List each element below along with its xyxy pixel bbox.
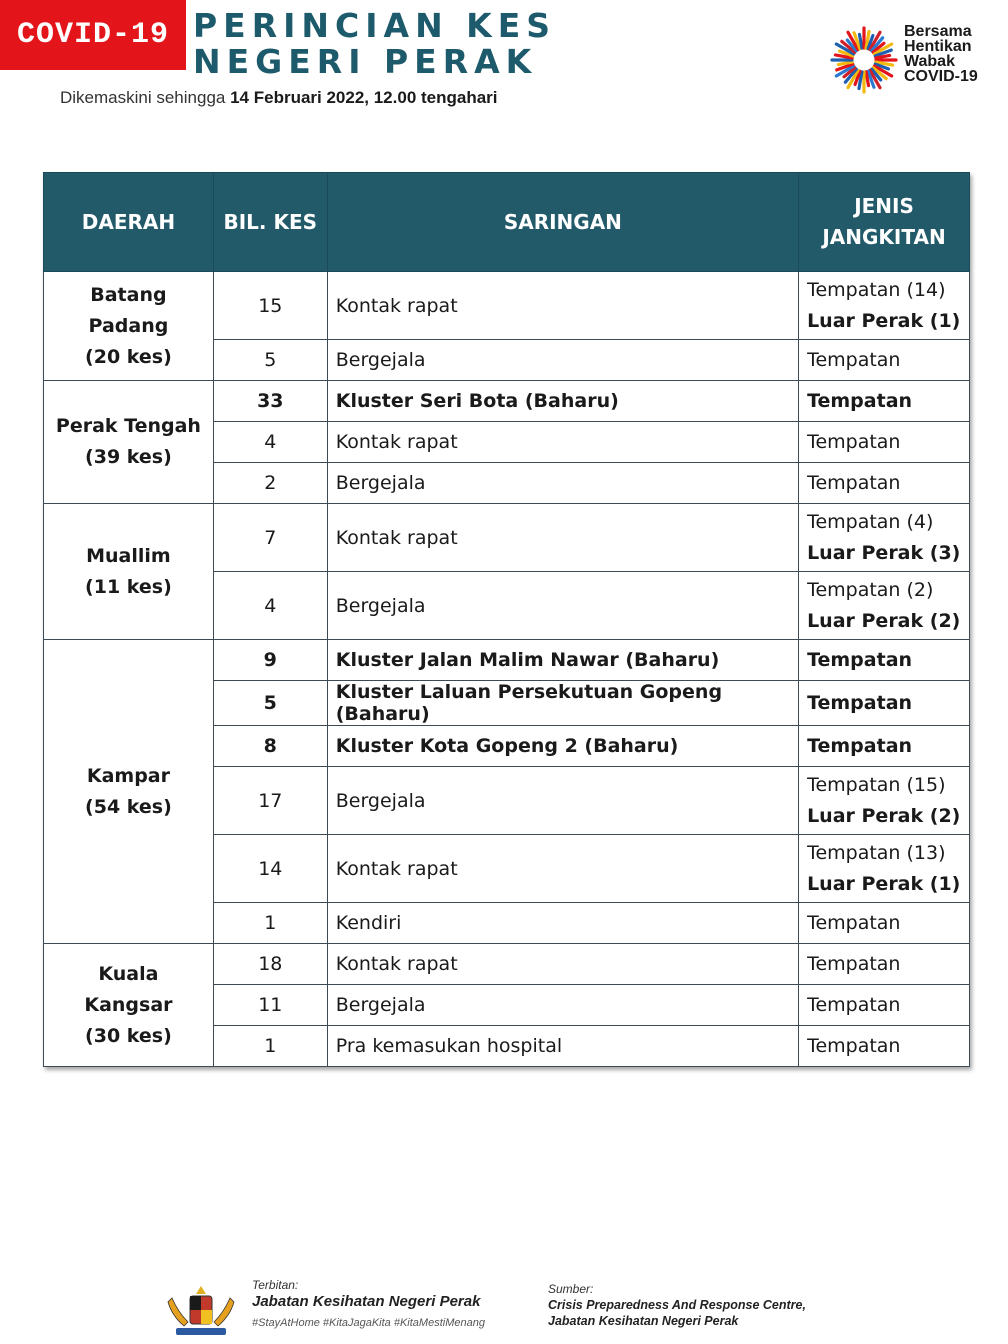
infection-type-cell [799, 340, 970, 381]
table-body [44, 272, 970, 1067]
screening-cell: Kontak rapat [327, 422, 798, 463]
infection-type-line: Tempatan [807, 952, 901, 975]
screening-cell: Bergejala [327, 767, 798, 835]
infection-type-line: Tempatan [807, 691, 913, 714]
infection-type-cell [799, 944, 970, 985]
updated-date: 14 Februari 2022, 12.00 tengahari [230, 88, 498, 107]
screening-cell: Kluster Seri Bota (Baharu) [327, 381, 798, 422]
infection-type-line: Tempatan [807, 471, 901, 494]
screening-cell: Kendiri [327, 903, 798, 944]
district-name: Muallim [86, 544, 171, 567]
screening-cell: Kontak rapat [327, 944, 798, 985]
case-count-cell: 1 [213, 903, 327, 944]
screening-cell: Kontak rapat [327, 504, 798, 572]
source-line-1: Crisis Preparedness And Response Centre, [548, 1298, 806, 1312]
infection-type-cell [799, 985, 970, 1026]
district-total: (20 kes) [85, 345, 172, 368]
district-total: (30 kes) [85, 1024, 172, 1047]
infection-type-line: Tempatan (4) [807, 510, 934, 533]
case-table [43, 172, 970, 1067]
screening-cell: Kontak rapat [327, 835, 798, 903]
case-count-cell: 5 [213, 340, 327, 381]
infection-type-cell [799, 835, 970, 903]
source-line-2: Jabatan Kesihatan Negeri Perak [548, 1314, 739, 1328]
district-name: Kampar [86, 764, 170, 787]
infection-type-line: Tempatan [807, 648, 913, 671]
infection-type-cell [799, 422, 970, 463]
district-total: (11 kes) [85, 575, 172, 598]
infection-type-cell [799, 681, 970, 726]
title-line-1: PERINCIAN KES [193, 6, 557, 45]
screening-cell: Kluster Laluan Persekutuan Gopeng (Baharu) [327, 681, 798, 726]
case-count-cell: 14 [213, 835, 327, 903]
screening-cell: Kluster Kota Gopeng 2 (Baharu) [327, 726, 798, 767]
infection-type-cell [799, 381, 970, 422]
infection-type-line: Tempatan [807, 734, 913, 757]
infection-type-line: Tempatan [807, 430, 901, 453]
infection-type-line: Tempatan [807, 993, 901, 1016]
infection-type-cell [799, 1026, 970, 1067]
infection-type-cell [799, 504, 970, 572]
case-count-cell: 17 [213, 767, 327, 835]
table-row [44, 272, 970, 340]
covid-badge: COVID-19 [0, 0, 186, 70]
infection-type-line: Luar Perak (3) [807, 541, 961, 564]
campaign-logo [828, 20, 998, 100]
table-row [44, 381, 970, 422]
infection-type-line: Tempatan (2) [807, 578, 934, 601]
screening-cell: Bergejala [327, 985, 798, 1026]
sunburst-icon [828, 20, 900, 100]
infection-type-line: Tempatan [807, 911, 901, 934]
district-cell [44, 640, 214, 944]
table-header-row [44, 173, 970, 272]
district-name: Batang Padang [88, 283, 169, 337]
district-name: Kuala Kangsar [84, 962, 173, 1016]
infection-type-cell [799, 463, 970, 504]
updated-prefix: Dikemaskini sehingga [60, 88, 231, 107]
district-cell [44, 381, 214, 504]
infection-type-cell [799, 726, 970, 767]
case-count-cell: 1 [213, 1026, 327, 1067]
footer [0, 1276, 1008, 1344]
col-daerah: DAERAH [44, 173, 214, 272]
publisher-name: Jabatan Kesihatan Negeri Perak [252, 1293, 481, 1310]
infection-type-line: Tempatan [807, 348, 901, 371]
infection-type-cell [799, 272, 970, 340]
screening-cell: Bergejala [327, 572, 798, 640]
infection-type-line: Tempatan [807, 389, 913, 412]
logo-line-4: COVID-19 [904, 68, 978, 85]
case-count-cell: 5 [213, 681, 327, 726]
case-count-cell: 9 [213, 640, 327, 681]
infection-type-cell [799, 903, 970, 944]
logo-line-3: Wabak [904, 53, 955, 70]
infection-type-line: Luar Perak (2) [807, 609, 961, 632]
updated-timestamp [60, 88, 498, 108]
col-jenis-jangkitan: JENIS JANGKITAN [799, 173, 970, 272]
screening-cell: Kluster Jalan Malim Nawar (Baharu) [327, 640, 798, 681]
district-total: (39 kes) [85, 446, 172, 468]
district-cell [44, 504, 214, 640]
publisher-label: Terbitan: [252, 1278, 299, 1292]
crest-icon [162, 1282, 240, 1340]
case-count-cell: 4 [213, 572, 327, 640]
case-count-cell: 2 [213, 463, 327, 504]
col-bil-kes: BIL. KES [213, 173, 327, 272]
infection-type-line: Tempatan (15) [807, 773, 946, 796]
infection-type-line: Luar Perak (2) [807, 804, 961, 827]
logo-text [904, 24, 978, 84]
logo-line-2: Hentikan [904, 38, 972, 55]
page-title [193, 8, 556, 80]
district-cell [44, 944, 214, 1067]
case-count-cell: 33 [213, 381, 327, 422]
infection-type-line: Luar Perak (1) [807, 872, 961, 895]
col-saringan: SARINGAN [327, 173, 798, 272]
district-name: Perak Tengah [55, 415, 201, 437]
infection-type-line: Tempatan (13) [807, 841, 946, 864]
infection-type-cell [799, 640, 970, 681]
table-row [44, 944, 970, 985]
case-count-cell: 11 [213, 985, 327, 1026]
case-count-cell: 4 [213, 422, 327, 463]
infection-type-line: Tempatan [807, 1034, 901, 1057]
logo-line-1: Bersama [904, 23, 972, 40]
screening-cell: Bergejala [327, 463, 798, 504]
case-count-cell: 7 [213, 504, 327, 572]
infection-type-line: Tempatan (14) [807, 278, 946, 301]
source-label: Sumber: [548, 1282, 594, 1296]
case-count-cell: 15 [213, 272, 327, 340]
screening-cell: Pra kemasukan hospital [327, 1026, 798, 1067]
case-count-cell: 18 [213, 944, 327, 985]
title-line-2: NEGERI PERAK [193, 42, 538, 81]
case-count-cell: 8 [213, 726, 327, 767]
infection-type-cell [799, 767, 970, 835]
screening-cell: Bergejala [327, 340, 798, 381]
infection-type-line: Luar Perak (1) [807, 309, 961, 332]
district-cell [44, 272, 214, 381]
table-row [44, 640, 970, 681]
infection-type-cell [799, 572, 970, 640]
screening-cell: Kontak rapat [327, 272, 798, 340]
table-row [44, 504, 970, 572]
district-total: (54 kes) [85, 795, 172, 818]
hashtags: #StayAtHome #KitaJagaKita #KitaMestiMenang [252, 1317, 485, 1329]
